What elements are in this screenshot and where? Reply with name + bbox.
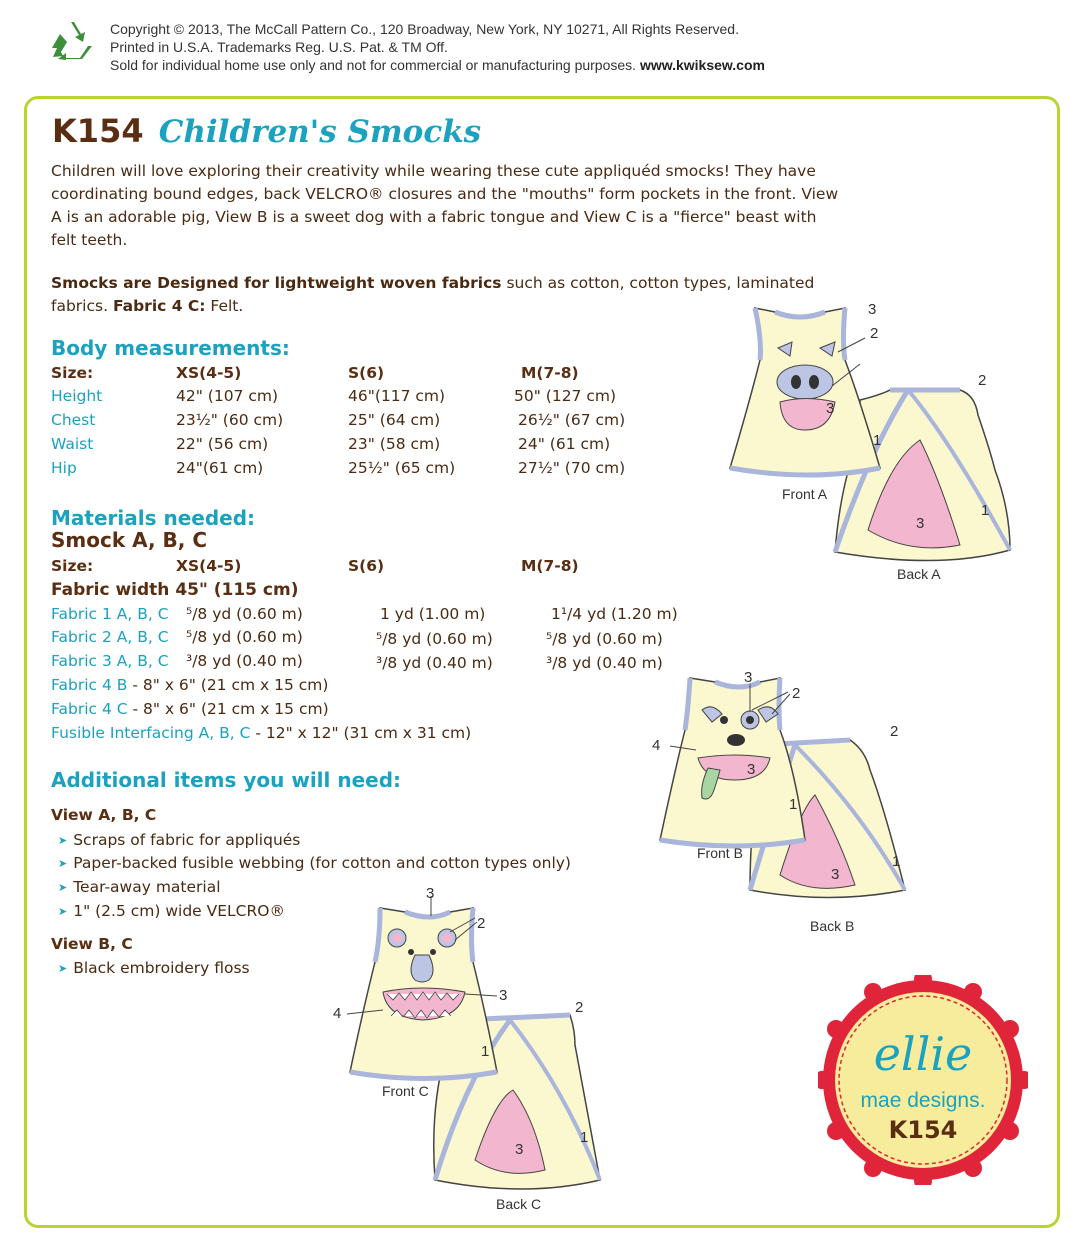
measurement-value: 42" (107 cm) (176, 387, 279, 405)
measurement-value: 25" (64 cm) (348, 411, 441, 429)
badge-script: ellie (873, 1027, 973, 1081)
additional-heading: Additional items you will need: (51, 768, 402, 792)
number-label: 2 (870, 325, 879, 342)
number-label: 2 (890, 723, 899, 740)
bullet-arrow-icon: ➤ (58, 962, 68, 975)
number-label: 3 (744, 670, 753, 686)
fabric-width: Fabric width 45" (115 cm) (51, 580, 299, 600)
materials-size-m: M(7-8) (521, 557, 579, 575)
measurement-label: Chest (51, 411, 96, 429)
fabric-extra-value: - 12" x 12" (31 cm x 31 cm) (250, 724, 472, 742)
fabric-value: ³/8 yd (0.40 m) (546, 654, 663, 672)
caption-front-c: Front C (382, 1083, 429, 1099)
list-item-text: Scraps of fabric for appliqués (73, 831, 301, 849)
fabric-extra-label: Fabric 4 C (51, 700, 128, 718)
size-s: S(6) (348, 364, 385, 382)
fabric-label: Fabric 2 A, B, C (51, 628, 169, 646)
size-m: M(7-8) (521, 364, 579, 382)
materials-size-label: Size: (51, 557, 94, 575)
number-label: 1 (981, 502, 990, 519)
front-c-smock (347, 896, 497, 1079)
copyright-block (110, 20, 765, 74)
copyright-line-1: Copyright © 2013, The McCall Pattern Co., 120 Broadway, New York, NY 10271, All Rights Reserved. (110, 21, 739, 37)
measurement-value: 23" (58 cm) (348, 435, 441, 453)
fabric-line2-prefix: fabrics. (51, 297, 113, 315)
size-label: Size: (51, 364, 94, 382)
number-label: 3 (831, 866, 840, 883)
list-item-text: Paper-backed fusible webbing (for cotton and cotton types only) (73, 854, 571, 872)
number-label: 3 (515, 1141, 524, 1158)
recycle-icon (48, 20, 94, 60)
fabric-value: 1¹/4 yd (1.20 m) (551, 605, 678, 623)
number-label: 2 (575, 999, 584, 1016)
description-line: A is an adorable pig, View B is a sweet dog with a fabric tongue and View C is a "fierce" beast with (51, 208, 817, 226)
caption-back-a: Back A (897, 566, 941, 582)
fabric-value: ⁵/8 yd (0.60 m) (546, 630, 663, 648)
fabric-extra-row (51, 700, 329, 718)
number-label: 2 (792, 685, 801, 702)
description-line: coordinating bound edges, back VELCRO® closures and the "mouths" form pockets in the front. View (51, 185, 839, 203)
description-line: felt teeth. (51, 231, 128, 249)
fabric-extra-label: Fabric 4 B (51, 676, 128, 694)
view-b-illustration (640, 670, 940, 930)
view-a-illustration (720, 290, 1020, 590)
bullet-arrow-icon: ➤ (58, 905, 68, 918)
fabric-value: ⁵/8 yd (0.60 m) (376, 630, 493, 648)
description (51, 160, 851, 252)
number-label: 3 (499, 987, 508, 1004)
caption-back-b: Back B (810, 918, 855, 934)
list-item (58, 959, 250, 977)
number-label: 3 (916, 515, 925, 532)
fabric-value: ⁵/8 yd (0.60 m) (186, 628, 303, 646)
fabric-extra-value: - 8" x 6" (21 cm x 15 cm) (127, 676, 329, 694)
number-label: 3 (868, 301, 877, 318)
fabric-extra-row (51, 676, 328, 694)
view-c-illustration (325, 880, 615, 1210)
copyright-line-3 (110, 56, 765, 74)
fabric-recommendation-bold: Smocks are Designed for lightweight woven fabrics (51, 274, 502, 292)
front-b-smock (660, 678, 805, 846)
number-label: 3 (826, 400, 835, 417)
number-label: 1 (892, 853, 901, 870)
number-label: 3 (747, 761, 756, 778)
fabric-label: Fabric 1 A, B, C (51, 605, 169, 623)
fabric-recommendation-rest: such as cotton, cotton types, laminated (501, 274, 815, 292)
copyright-line-3-text: Sold for individual home use only and not for commercial or manufacturing purposes. (110, 57, 637, 73)
measurement-label: Waist (51, 435, 94, 453)
measurement-value: 24" (61 cm) (518, 435, 611, 453)
list-item (58, 878, 221, 896)
materials-size-xs: XS(4-5) (176, 557, 242, 575)
fabric-4c-value: Felt. (205, 297, 244, 315)
materials-subheading: Smock A, B, C (51, 528, 207, 552)
measurement-label: Hip (51, 459, 77, 477)
badge-line2: mae designs. (860, 1089, 986, 1112)
measurement-value: 27½" (70 cm) (518, 459, 626, 477)
website-link[interactable]: www.kwiksew.com (639, 57, 765, 73)
measurement-label: Height (51, 387, 103, 405)
list-item (58, 854, 571, 872)
body-measurements-heading: Body measurements: (51, 336, 290, 360)
measurement-value: 24"(61 cm) (176, 459, 264, 477)
bullet-arrow-icon: ➤ (58, 834, 68, 847)
fabric-extra-row (51, 724, 471, 742)
list-item (58, 902, 285, 920)
list-item (58, 831, 300, 849)
number-label: 1 (580, 1129, 589, 1146)
measurement-value: 23½" (60 cm) (176, 411, 284, 429)
measurement-value: 50" (127 cm) (514, 387, 617, 405)
view-bc-label: View B, C (51, 935, 133, 953)
caption-front-a: Front A (782, 486, 828, 502)
pattern-name: Children's Smocks (158, 114, 482, 150)
list-item-text: 1" (2.5 cm) wide VELCRO® (73, 902, 285, 920)
fabric-value: ³/8 yd (0.40 m) (376, 654, 493, 672)
measurement-value: 26½" (67 cm) (518, 411, 626, 429)
page-title (52, 112, 481, 150)
view-abc-label: View A, B, C (51, 806, 157, 824)
size-xs: XS(4-5) (176, 364, 242, 382)
fabric-4c-label: Fabric 4 C: (112, 297, 206, 315)
pattern-code: K154 (52, 112, 144, 150)
bullet-arrow-icon: ➤ (58, 881, 68, 894)
number-label: 1 (789, 796, 798, 813)
measurement-value: 22" (56 cm) (176, 435, 269, 453)
fabric-extra-value: - 8" x 6" (21 cm x 15 cm) (127, 700, 329, 718)
description-line: Children will love exploring their creativity while wearing these cute appliquéd smocks! They have (51, 162, 816, 180)
bullet-arrow-icon: ➤ (58, 857, 68, 870)
materials-heading: Materials needed: (51, 506, 256, 530)
number-label: 2 (477, 915, 486, 932)
caption-front-b: Front B (697, 845, 743, 861)
materials-size-s: S(6) (348, 557, 385, 575)
fabric-value: 1 yd (1.00 m) (380, 605, 486, 623)
fabric-value: ³/8 yd (0.40 m) (186, 652, 303, 670)
fabric-label: Fabric 3 A, B, C (51, 652, 169, 670)
number-label: 1 (481, 1043, 490, 1060)
number-label: 2 (978, 372, 987, 389)
header (0, 0, 1080, 80)
list-item-text: Tear-away material (73, 878, 221, 896)
measurement-value: 46"(117 cm) (348, 387, 446, 405)
number-label: 1 (873, 432, 882, 449)
list-item-text: Black embroidery floss (73, 959, 250, 977)
number-label: 4 (333, 1005, 342, 1022)
front-a-smock (730, 308, 880, 475)
ellie-mae-designs-logo (818, 975, 1028, 1185)
fabric-value: ⁵/8 yd (0.60 m) (186, 605, 303, 623)
copyright-line-2: Printed in U.S.A. Trademarks Reg. U.S. Pat. & TM Off. (110, 39, 448, 55)
measurement-value: 25½" (65 cm) (348, 459, 456, 477)
badge-code: K154 (888, 1116, 958, 1144)
number-label: 3 (426, 885, 435, 902)
caption-back-c: Back C (496, 1196, 542, 1212)
number-label: 4 (652, 737, 661, 754)
fabric-extra-label: Fusible Interfacing A, B, C (51, 724, 251, 742)
